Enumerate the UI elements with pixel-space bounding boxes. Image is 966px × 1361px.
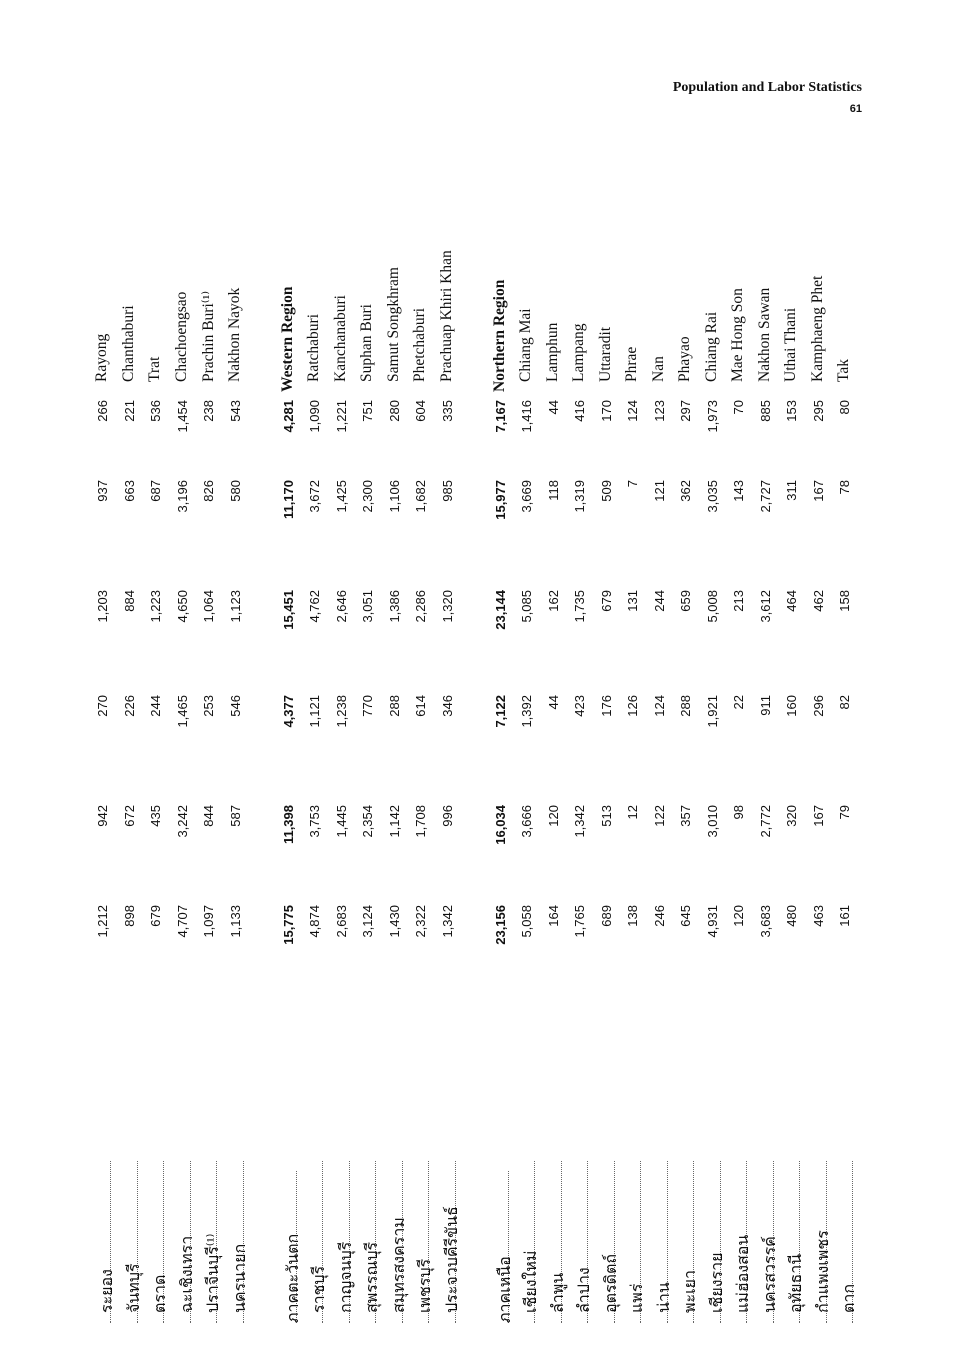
- value-cell: 3,196: [174, 480, 190, 513]
- value-cell: 3,010: [704, 805, 720, 838]
- value-cell: 335: [439, 400, 455, 422]
- value-cell: 4,707: [174, 905, 190, 938]
- value-cell: 3,124: [360, 905, 375, 938]
- thai-name: อุทัยธานี: [784, 1161, 800, 1323]
- value-cell: 687: [148, 480, 163, 502]
- english-name: Kamphaeng Phet: [808, 275, 826, 382]
- value-cell: 689: [598, 905, 614, 927]
- value-cell: 751: [360, 400, 375, 422]
- value-cell: 167: [810, 805, 826, 827]
- value-cell: 587: [227, 805, 243, 827]
- value-cell: 2,322: [413, 905, 428, 938]
- group-spacer: [249, 213, 276, 1323]
- value-cell: 122: [651, 805, 667, 827]
- thai-name: ปราจีนบุรี⁽¹⁾: [201, 1161, 217, 1323]
- thai-name: พะเยา: [678, 1161, 694, 1323]
- value-cell: 23,144: [492, 590, 508, 630]
- group-spacer: [461, 213, 488, 1323]
- value-cell: 1,106: [386, 480, 402, 513]
- value-cell: 1,445: [333, 805, 349, 838]
- english-name: Northern Region: [490, 279, 508, 392]
- value-cell: 937: [95, 480, 110, 502]
- value-cell: 3,669: [519, 480, 534, 513]
- table-row: [514, 213, 541, 1323]
- table-row: [594, 213, 621, 1323]
- value-cell: 1,221: [333, 400, 349, 433]
- value-cell: 78: [837, 480, 852, 495]
- value-cell: 295: [810, 400, 826, 422]
- value-cell: 480: [784, 905, 799, 927]
- english-name: Chiang Rai: [702, 311, 720, 382]
- thai-name: ประจวบคีรีขันธ์: [440, 1161, 456, 1323]
- value-cell: 7,122: [492, 695, 508, 728]
- value-cell: 15,451: [280, 590, 296, 630]
- value-cell: 226: [121, 695, 137, 717]
- table-row: [832, 213, 859, 1323]
- english-name: Chiang Mai: [517, 308, 534, 382]
- english-name: Nakhon Sawan: [755, 287, 773, 382]
- value-cell: 124: [651, 695, 667, 717]
- table-row: [408, 213, 435, 1323]
- value-cell: 167: [810, 480, 826, 502]
- english-name: Samut Songkhram: [384, 267, 402, 382]
- value-cell: 1,203: [95, 590, 110, 623]
- value-cell: 1,319: [572, 480, 587, 513]
- value-cell: 12: [625, 805, 640, 820]
- english-name: Lampang: [570, 323, 587, 382]
- value-cell: 679: [598, 590, 614, 612]
- value-cell: 138: [625, 905, 640, 927]
- thai-name: ลำปาง: [572, 1161, 588, 1323]
- value-cell: 70: [731, 400, 746, 415]
- thai-name: เชียงราย: [705, 1161, 721, 1323]
- value-cell: 120: [731, 905, 746, 927]
- thai-name: นครนายก: [228, 1161, 244, 1323]
- english-name: Nan: [649, 356, 667, 382]
- value-cell: 266: [95, 400, 110, 422]
- value-cell: 288: [386, 695, 402, 717]
- value-cell: 463: [810, 905, 826, 927]
- value-cell: 3,051: [360, 590, 375, 623]
- value-cell: 164: [545, 905, 561, 927]
- english-name: Phrae: [623, 346, 640, 382]
- value-cell: 435: [148, 805, 163, 827]
- table-row: [700, 213, 727, 1323]
- value-cell: 462: [810, 590, 826, 612]
- thai-name: จันทบุรี: [122, 1161, 138, 1323]
- value-cell: 513: [598, 805, 614, 827]
- value-cell: 614: [413, 695, 428, 717]
- value-cell: 4,281: [280, 400, 296, 433]
- thai-name: ราชบุรี: [307, 1161, 323, 1323]
- value-cell: 1,735: [572, 590, 587, 623]
- table-row: [355, 213, 382, 1323]
- english-name: Suphan Buri: [358, 304, 375, 382]
- value-cell: 3,672: [307, 480, 322, 513]
- english-name: Tak: [835, 358, 852, 382]
- value-cell: 1,973: [704, 400, 720, 433]
- value-cell: 124: [625, 400, 640, 422]
- value-cell: 898: [121, 905, 137, 927]
- value-cell: 3,612: [757, 590, 773, 623]
- value-cell: 297: [678, 400, 693, 422]
- value-cell: 659: [678, 590, 693, 612]
- table-row: [779, 213, 806, 1323]
- table-row: [435, 213, 462, 1323]
- english-name: Rayong: [93, 333, 110, 382]
- value-cell: 546: [227, 695, 243, 717]
- value-cell: 158: [837, 590, 852, 612]
- value-cell: 16,034: [492, 805, 508, 845]
- thai-name: เชียงใหม่: [519, 1161, 535, 1323]
- region-row: [488, 213, 515, 1323]
- table-row: [726, 213, 753, 1323]
- value-cell: 44: [545, 400, 561, 415]
- value-cell: 536: [148, 400, 163, 422]
- value-cell: 1,425: [333, 480, 349, 513]
- value-cell: 1,142: [386, 805, 402, 838]
- value-cell: 3,666: [519, 805, 534, 838]
- value-cell: 1,238: [333, 695, 349, 728]
- value-cell: 1,223: [148, 590, 163, 623]
- rotated-statistics-table: [90, 213, 860, 1323]
- value-cell: 1,921: [704, 695, 720, 728]
- page-number: 61: [849, 103, 862, 115]
- thai-name: กำแพงเพชร: [811, 1161, 827, 1323]
- value-cell: 985: [439, 480, 455, 502]
- value-cell: 118: [545, 480, 561, 501]
- value-cell: 11,170: [280, 480, 296, 520]
- value-cell: 2,300: [360, 480, 375, 513]
- value-cell: 15,977: [492, 480, 508, 520]
- table-row: [806, 213, 833, 1323]
- value-cell: 238: [201, 400, 216, 422]
- value-cell: 4,762: [307, 590, 322, 623]
- value-cell: 253: [201, 695, 216, 717]
- value-cell: 1,416: [519, 400, 534, 433]
- table-row: [170, 213, 197, 1323]
- english-name: Lamphun: [543, 322, 561, 382]
- value-cell: 213: [731, 590, 746, 612]
- value-cell: 98: [731, 805, 746, 820]
- value-cell: 844: [201, 805, 216, 827]
- english-name: Uttaradit: [596, 326, 614, 382]
- value-cell: 679: [148, 905, 163, 927]
- value-cell: 1,708: [413, 805, 428, 838]
- running-header-title: Population and Labor Statistics: [672, 80, 862, 95]
- value-cell: 126: [625, 695, 640, 717]
- region-row: [276, 213, 303, 1323]
- value-cell: 2,354: [360, 805, 375, 838]
- value-cell: 1,430: [386, 905, 402, 938]
- thai-name: นครสวรรค์: [758, 1161, 774, 1323]
- value-cell: 884: [121, 590, 137, 612]
- value-cell: 131: [625, 590, 640, 612]
- value-cell: 280: [386, 400, 402, 422]
- table-row: [673, 213, 700, 1323]
- value-cell: 44: [545, 695, 561, 710]
- value-cell: 885: [757, 400, 773, 422]
- value-cell: 362: [678, 480, 693, 502]
- table-row: [382, 213, 409, 1323]
- thai-name: ระยอง: [95, 1161, 111, 1323]
- value-cell: 911: [757, 695, 773, 716]
- table-row: [302, 213, 329, 1323]
- english-name: Chachoengsao: [172, 291, 190, 382]
- value-cell: 23,156: [492, 905, 508, 945]
- value-cell: 143: [731, 480, 746, 502]
- value-cell: 1,392: [519, 695, 534, 728]
- value-cell: 509: [598, 480, 614, 502]
- value-cell: 22: [731, 695, 746, 710]
- value-cell: 604: [413, 400, 428, 422]
- value-cell: 996: [439, 805, 455, 827]
- english-name: Western Region: [278, 286, 296, 392]
- value-cell: 161: [837, 905, 852, 927]
- value-cell: 416: [572, 400, 587, 422]
- value-cell: 162: [545, 590, 561, 612]
- value-cell: 1,465: [174, 695, 190, 728]
- thai-name: สุพรรณบุรี: [360, 1161, 376, 1323]
- value-cell: 1,121: [307, 695, 322, 728]
- value-cell: 423: [572, 695, 587, 717]
- value-cell: 3,035: [704, 480, 720, 513]
- table-row: [753, 213, 780, 1323]
- english-name: Prachin Buri⁽¹⁾: [200, 290, 217, 382]
- english-name: Prachuap Khiri Khan: [437, 250, 455, 382]
- thai-name: ลำพูน: [546, 1161, 562, 1323]
- thai-name: ภาคตะวันตก: [281, 1171, 297, 1323]
- value-cell: 2,683: [333, 905, 349, 938]
- value-cell: 1,133: [227, 905, 243, 938]
- value-cell: 3,753: [307, 805, 322, 838]
- value-cell: 4,874: [307, 905, 322, 938]
- english-name: Ratchaburi: [305, 313, 322, 382]
- table-row: [223, 213, 250, 1323]
- table-row: [329, 213, 356, 1323]
- value-cell: 346: [439, 695, 455, 717]
- value-cell: 1,342: [572, 805, 587, 838]
- value-cell: 1,090: [307, 400, 322, 433]
- value-cell: 160: [784, 695, 799, 717]
- value-cell: 464: [784, 590, 799, 612]
- table-row: [143, 213, 170, 1323]
- value-cell: 296: [810, 695, 826, 717]
- value-cell: 123: [651, 400, 667, 422]
- english-name: Phayao: [676, 336, 693, 382]
- table-row: [117, 213, 144, 1323]
- thai-name: ตาก: [837, 1161, 853, 1323]
- thai-name: ภาคเหนือ: [493, 1171, 509, 1323]
- value-cell: 288: [678, 695, 693, 717]
- value-cell: 2,286: [413, 590, 428, 623]
- value-cell: 1,454: [174, 400, 190, 433]
- value-cell: 826: [201, 480, 216, 502]
- value-cell: 3,683: [757, 905, 773, 938]
- english-name: Chanthaburi: [119, 305, 137, 382]
- value-cell: 5,058: [519, 905, 534, 938]
- value-cell: 244: [148, 695, 163, 717]
- english-name: Phetchaburi: [411, 307, 428, 382]
- thai-name: แพร่: [625, 1161, 641, 1323]
- value-cell: 311: [784, 480, 799, 501]
- value-cell: 543: [227, 400, 243, 422]
- value-cell: 1,342: [439, 905, 455, 938]
- english-name: Nakhon Nayok: [225, 287, 243, 382]
- thai-name: น่าน: [652, 1161, 668, 1323]
- value-cell: 4,377: [280, 695, 296, 728]
- value-cell: 1,097: [201, 905, 216, 938]
- english-name: Trat: [146, 356, 163, 382]
- value-cell: 1,064: [201, 590, 216, 623]
- value-cell: 1,123: [227, 590, 243, 623]
- value-cell: 663: [121, 480, 137, 502]
- value-cell: 244: [651, 590, 667, 612]
- value-cell: 2,646: [333, 590, 349, 623]
- table-row: [541, 213, 568, 1323]
- value-cell: 645: [678, 905, 693, 927]
- value-cell: 246: [651, 905, 667, 927]
- english-name: Mae Hong Son: [729, 288, 746, 382]
- value-cell: 320: [784, 805, 799, 827]
- english-name: Uthai Thani: [782, 307, 799, 382]
- value-cell: 153: [784, 400, 799, 422]
- table-row: [196, 213, 223, 1323]
- thai-name: สมุทรสงคราม: [387, 1161, 403, 1323]
- value-cell: 1,212: [95, 905, 110, 938]
- value-cell: 82: [837, 695, 852, 710]
- value-cell: 15,775: [280, 905, 296, 945]
- value-cell: 120: [545, 805, 561, 827]
- thai-name: แม่ฮ่องสอน: [731, 1161, 747, 1323]
- value-cell: 270: [95, 695, 110, 717]
- value-cell: 5,085: [519, 590, 534, 623]
- value-cell: 80: [837, 400, 852, 415]
- value-cell: 580: [227, 480, 243, 502]
- value-cell: 11,398: [280, 805, 296, 845]
- value-cell: 357: [678, 805, 693, 827]
- value-cell: 121: [651, 480, 667, 502]
- value-cell: 1,386: [386, 590, 402, 623]
- thai-name: เพชรบุรี: [413, 1161, 429, 1323]
- value-cell: 2,772: [757, 805, 773, 838]
- value-cell: 176: [598, 695, 614, 717]
- table-row: [647, 213, 674, 1323]
- value-cell: 1,765: [572, 905, 587, 938]
- thai-name: ตราด: [148, 1161, 164, 1323]
- value-cell: 672: [121, 805, 137, 827]
- value-cell: 170: [598, 400, 614, 422]
- value-cell: 7: [625, 480, 640, 488]
- value-cell: 4,931: [704, 905, 720, 938]
- thai-name: ฉะเชิงเทรา: [175, 1161, 191, 1323]
- value-cell: 221: [121, 400, 137, 422]
- value-cell: 2,727: [757, 480, 773, 513]
- value-cell: 5,008: [704, 590, 720, 623]
- value-cell: 1,682: [413, 480, 428, 513]
- value-cell: 3,242: [174, 805, 190, 838]
- table-row: [90, 213, 117, 1323]
- thai-name: อุตรดิตถ์: [599, 1161, 615, 1323]
- value-cell: 79: [837, 805, 852, 820]
- thai-name: กาญจนบุรี: [334, 1161, 350, 1323]
- value-cell: 1,320: [439, 590, 455, 623]
- value-cell: 4,650: [174, 590, 190, 623]
- value-cell: 942: [95, 805, 110, 827]
- value-cell: 770: [360, 695, 375, 717]
- english-name: Kanchanaburi: [331, 295, 349, 382]
- table-row: [567, 213, 594, 1323]
- table-row: [620, 213, 647, 1323]
- value-cell: 7,167: [492, 400, 508, 433]
